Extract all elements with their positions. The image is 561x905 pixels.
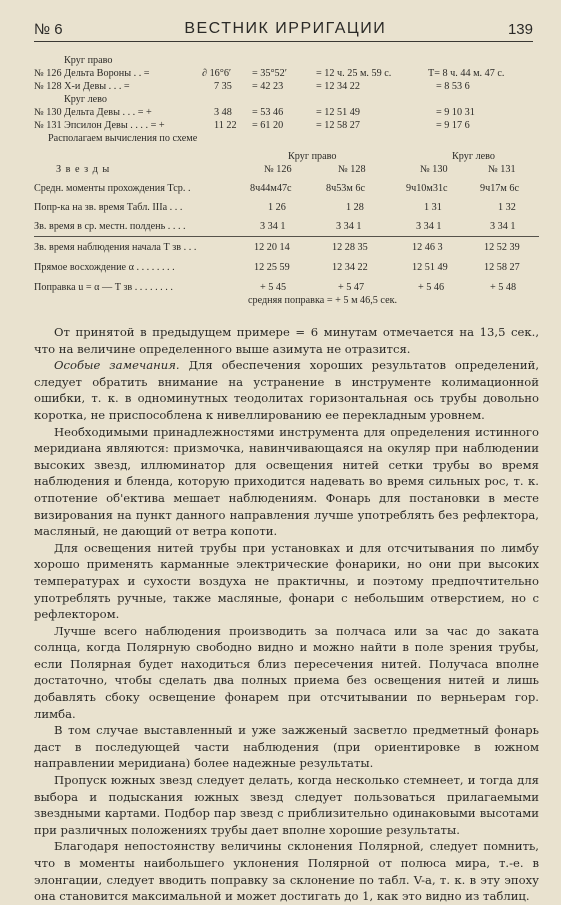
paragraph: В том случае выставленный и уже зажженый засветло предметный фонарь даст в последующей части наблюдения (при ориентировке в южном направлении меридиана) более надежные результаты.: [34, 723, 539, 771]
calculation-scheme: [34, 150, 539, 233]
scheme-row: Средн. моменты прохождения Тср. . 8ч44м47с 8ч53м 6с 9ч10м31с 9ч17м 6с: [34, 183, 520, 194]
scheme-row: Поправка u = α — T зв . . . . . . . . + 5 45 + 5 47 + 5 46 + 5 48: [34, 282, 517, 293]
section-label: Особые замечания.: [54, 358, 180, 373]
calculation-scheme-lower: [34, 241, 539, 307]
paragraph: Лучше всего наблюдения производить за полчаса или за час до заката солнца, когда Полярную свободно видно и можно найти в поле зрения трубы, если Полярная будет находиться близ пересечения нитей. Получаса вполне достаточно, чтобы сделать два полных приема без освещения нитей и лишь добавлять сбоку освещение фонарем при отсчитывании по верньерам гор. лимба.: [34, 623, 539, 721]
paragraph: Особые замечания. Для обеспечения хороших результатов определений, следует обратить внимание на устранение в инструменте колимационной ошибки, т. к. в одноминутных теодолитах горизонтальная ось трубы довольно коротка, не приспособлена к нивеллированию ее перекладным уровнем.: [34, 358, 540, 422]
scheme-row: Прямое восхождение α . . . . . . . . 12 25 59 12 34 22 12 51 49 12 58 27: [34, 262, 520, 273]
scheme-note: Располагаем вычисления по схеме: [48, 133, 198, 144]
page-number: 139: [507, 21, 533, 38]
paragraph: От принятой в предыдущем примере = 6 минутам отмечается на 13,5 сек., что на величине определенного выше азимута не отразится.: [34, 325, 539, 356]
observations-table: [34, 54, 539, 145]
scheme-star-headers: З в е з д ы № 126 № 128 № 130 № 131: [56, 164, 516, 175]
article-body: [34, 324, 539, 905]
mean-correction: средняя поправка = + 5 м 46,5 сек.: [248, 295, 398, 306]
circle-right-heading: Круг право: [64, 55, 113, 66]
scheme-divider: [34, 236, 539, 237]
observation-row: № 131 Эпсилон Девы . . . . = + 11 22 = 61 20 = 12 58 27 = 9 17 6: [34, 120, 470, 131]
scheme-row: Зв. время наблюдения начала Т зв . . . 12 20 14 12 28 35 12 46 3 12 52 39: [34, 242, 520, 253]
scheme-row: Зв. время в ср. местн. полдень . . . . 3 34 1 3 34 1 3 34 1 3 34 1: [34, 221, 516, 232]
observation-row: № 128 Х-и Девы . . . = 7 35 = 42 23 = 12 34 22 = 8 53 6: [34, 81, 470, 92]
scheme-group-headers: Круг право Круг лево: [288, 151, 496, 162]
paragraph: Необходимыми принадлежностями инструмента для определения истинного меридиана являются: призмочка, навинчивающаяся на окуляр при наблюдении высоких звезд, иллюминатор для освещения нитей сетки трубы во время наблюдения и бленда, которую приходится надевать во время сильных рос, т. к. отпотение об'ектива мешает наблюдениям. Фонарь для постановки в месте визирования на пункт данного направления лучше употреблять без рефлектора, масляный, не дающий от ветра копоти.: [34, 424, 539, 539]
paragraph: Благодаря непостоянству величины склонения Полярной, следует помнить, что в моменты наибольшего уклонения Полярной от полюса мира, т.-е. в элонгации, следует вводить поправку за склонение по табл. V-а, т. к. в эту эпоху она становится максимальной и может достигать до 1, как это видно из таблиц.: [34, 839, 539, 904]
observation-row: № 126 Дельта Вороны . . = ∂ 16°6′ = 35°52′ = 12 ч. 25 м. 59 с. T= 8 ч. 44 м. 47 с.: [34, 68, 505, 79]
running-header: [34, 16, 533, 42]
paragraph: Для освещения нитей трубы при установках и для отсчитывания по лимбу хорошо применять карманные электрические фонарики, но они при высоких температурах и сухости воздуха не практичны, и поэтому предпочтительно употреблять ручные, также масляные, фонари с небольшим отверстием, но с рефлектором.: [34, 540, 539, 622]
issue-number: № 6: [34, 21, 63, 38]
scheme-row: Попр-ка на зв. время Табл. IIIа . . . 1 26 1 28 1 31 1 32: [34, 202, 516, 213]
paragraph: Пропуск южных звезд следует делать, когда несколько стемнеет, и тогда для выбора и подыскания южных звезд следует пользоваться прилагаемыми звездными картами. Подбор пар звезд с приблизительно одинаковыми высотами при различных положениях трубы дает вполне хорошие результаты.: [34, 773, 539, 837]
journal-title: ВЕСТНИК ИРРИГАЦИИ: [184, 20, 387, 37]
circle-left-heading: Круг лево: [64, 94, 108, 105]
observation-row: № 130 Дельта Девы . . . = + 3 48 = 53 46 = 12 51 49 = 9 10 31: [34, 107, 475, 118]
